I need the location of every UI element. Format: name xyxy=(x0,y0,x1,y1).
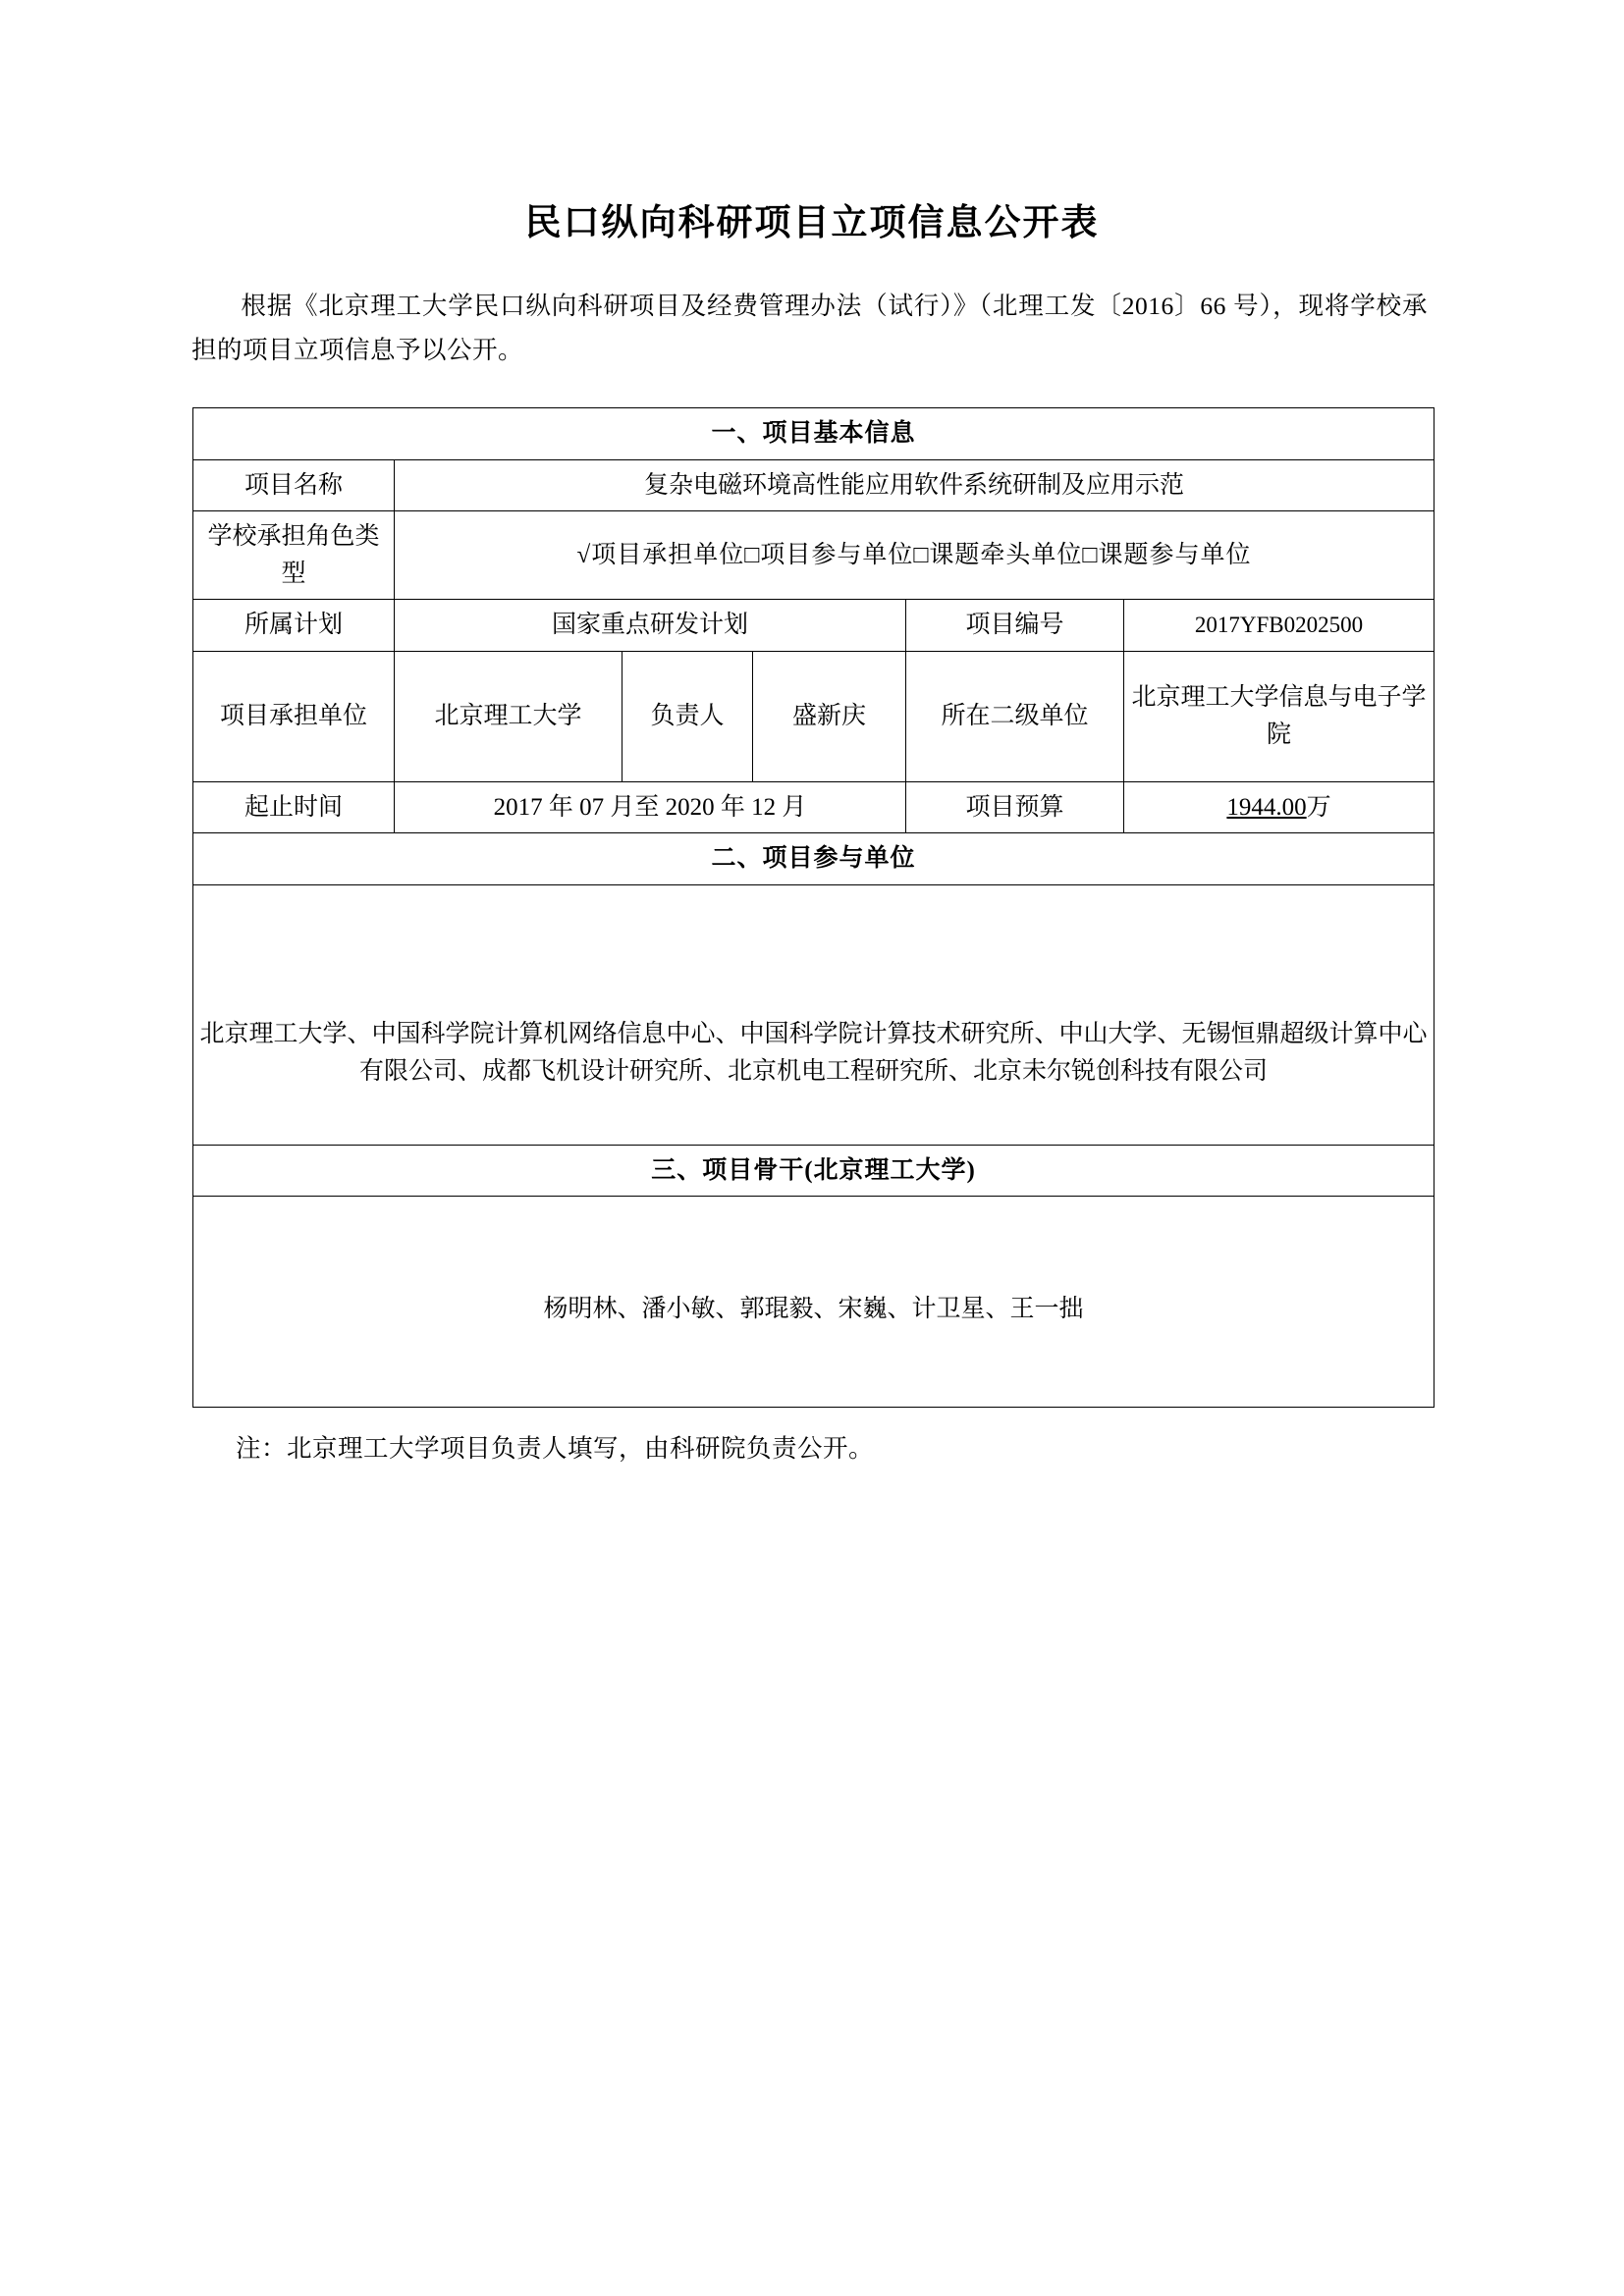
table-row xyxy=(193,408,1435,460)
budget-unit: 万 xyxy=(1306,793,1331,821)
label-plan: 所属计划 xyxy=(193,600,395,652)
intro-paragraph xyxy=(191,285,1428,372)
label-project-name: 项目名称 xyxy=(193,459,395,511)
label-leader: 负责人 xyxy=(623,651,753,781)
page-title: 民口纵向科研项目立项信息公开表 xyxy=(524,203,1100,243)
value-role-type: √项目承担单位□项目参与单位□课题牵头单位□课题参与单位 xyxy=(395,511,1435,600)
table-row xyxy=(193,600,1435,652)
participants-paragraph: 北京理工大学、中国科学院计算机网络信息中心、中国科学院计算技术研究所、中山大学、无锡恒鼎超级计算中心有限公司、成都飞机设计研究所、北京机电工程研究所、北京未尔锐创科技有限公司 xyxy=(199,1021,1428,1085)
table-row xyxy=(193,833,1435,885)
label-duration: 起止时间 xyxy=(193,781,395,833)
value-budget xyxy=(1124,781,1435,833)
label-budget: 项目预算 xyxy=(906,781,1124,833)
value-project-name: 复杂电磁环境高性能应用软件系统研制及应用示范 xyxy=(395,459,1435,511)
value-plan: 国家重点研发计划 xyxy=(395,600,906,652)
value-secondary-unit: 北京理工大学信息与电子学院 xyxy=(1124,651,1435,781)
intro-text: 根据《北京理工大学民口纵向科研项目及经费管理办法（试行）》（北理工发〔2016〕66 号），现将学校承担的项目立项信息予以公开。 xyxy=(191,292,1428,364)
value-undertaking-unit: 北京理工大学 xyxy=(395,651,623,781)
label-secondary-unit: 所在二级单位 xyxy=(906,651,1124,781)
value-leader: 盛新庆 xyxy=(753,651,906,781)
table-row xyxy=(193,781,1435,833)
table-row xyxy=(193,511,1435,600)
table-row xyxy=(193,884,1435,1145)
table-row xyxy=(193,1197,1435,1408)
section-heading-participants: 二、项目参与单位 xyxy=(193,833,1435,885)
value-duration: 2017 年 07 月至 2020 年 12 月 xyxy=(395,781,906,833)
section-heading-basic: 一、项目基本信息 xyxy=(193,408,1435,460)
label-role-type: 学校承担角色类型 xyxy=(193,511,395,600)
info-table xyxy=(192,407,1435,1408)
backbone-paragraph: 杨明林、潘小敏、郭琨毅、宋巍、计卫星、王一拙 xyxy=(543,1295,1084,1322)
table-row xyxy=(193,651,1435,781)
backbone-text xyxy=(193,1197,1435,1408)
footer-note: 注：北京理工大学项目负责人填写，由科研院负责公开。 xyxy=(236,1434,875,1464)
participants-text xyxy=(193,884,1435,1145)
value-project-no: 2017YFB0202500 xyxy=(1124,600,1435,652)
label-undertaking-unit: 项目承担单位 xyxy=(193,651,395,781)
budget-amount: 1944.00 xyxy=(1226,793,1307,821)
table-row xyxy=(193,1145,1435,1197)
table-row xyxy=(193,459,1435,511)
section-heading-backbone: 三、项目骨干(北京理工大学) xyxy=(193,1145,1435,1197)
label-project-no: 项目编号 xyxy=(906,600,1124,652)
